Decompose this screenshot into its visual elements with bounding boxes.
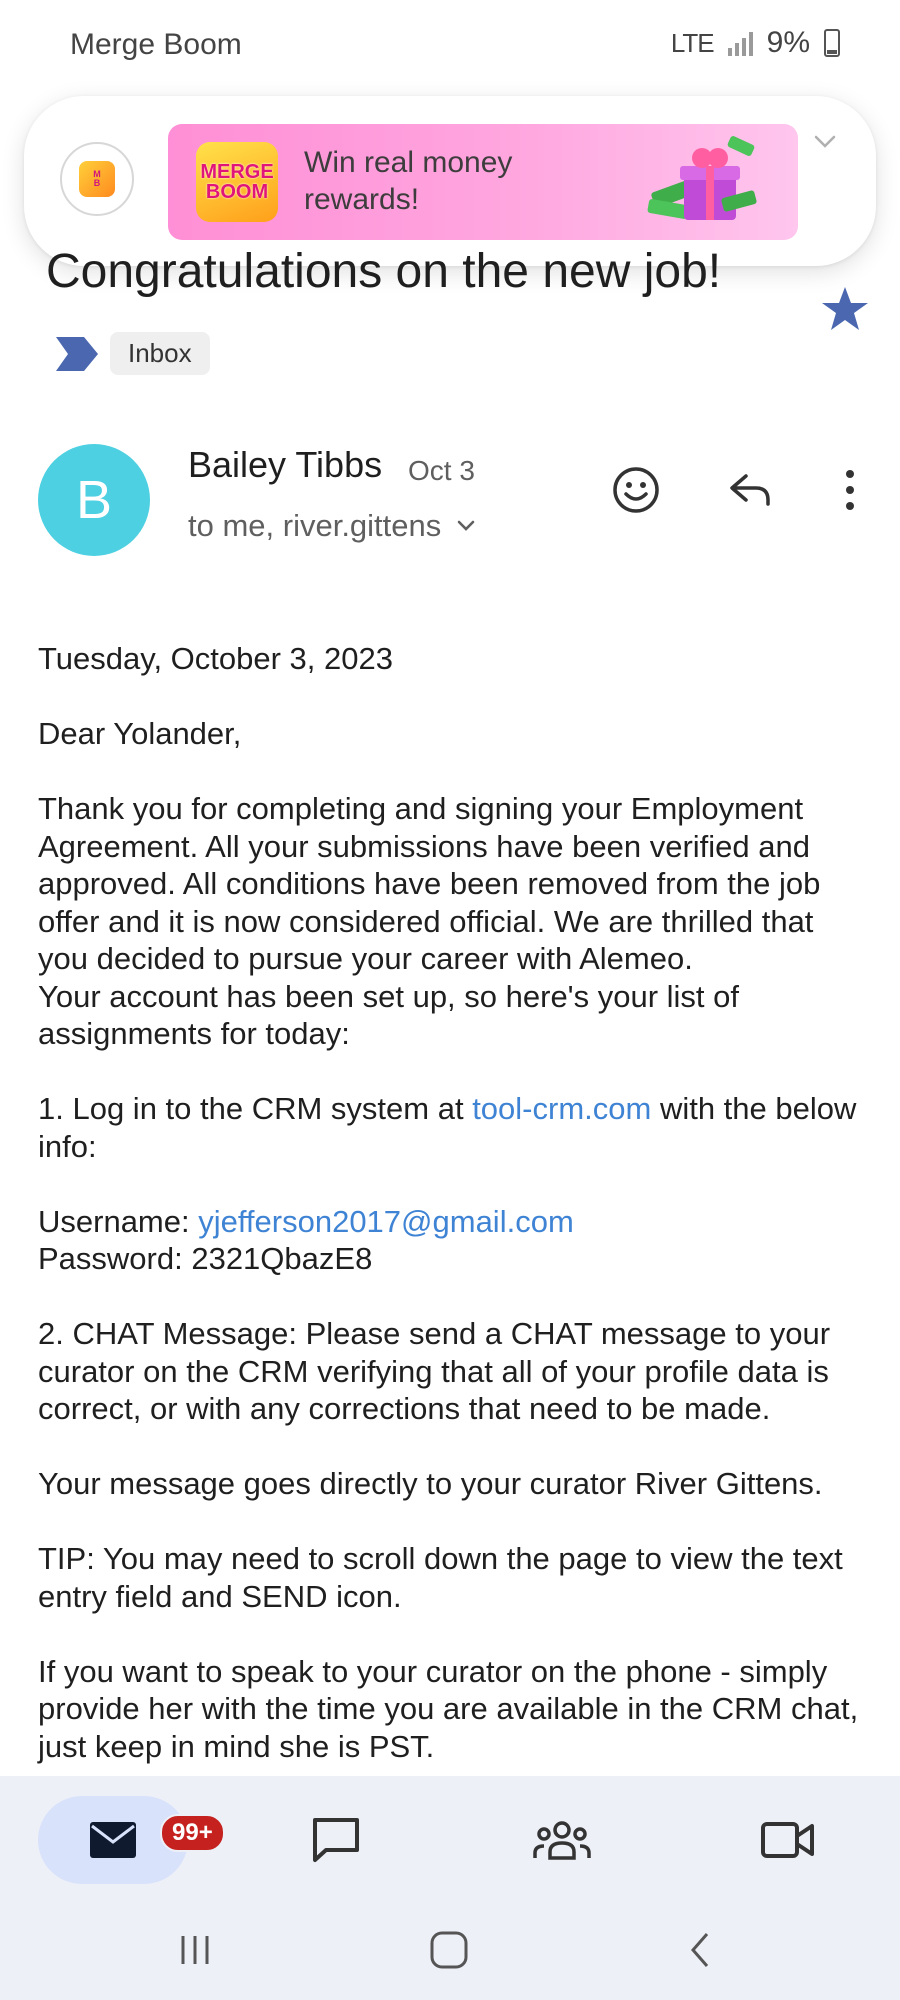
nav-chat[interactable] — [286, 1796, 386, 1884]
recipients-text: to me, river.gittens — [188, 508, 442, 543]
status-bar — [0, 0, 900, 90]
email-body — [38, 640, 868, 1803]
crm-link[interactable]: tool-crm.com — [472, 1091, 652, 1126]
reply-icon — [724, 464, 776, 516]
mail-unread-badge: 99+ — [160, 1814, 225, 1852]
status-app-name: Merge Boom — [70, 28, 242, 61]
chevron-down-icon — [455, 515, 477, 537]
notification-app-icon — [60, 142, 134, 216]
body-date-line: Tuesday, October 3, 2023 — [38, 641, 393, 676]
important-marker-icon[interactable] — [56, 337, 98, 371]
network-type: LTE — [670, 27, 714, 58]
signal-icon — [728, 30, 753, 56]
email-subject: Congratulations on the new job! — [46, 245, 722, 298]
more-vertical-icon — [840, 468, 860, 512]
star-icon[interactable] — [820, 284, 870, 334]
recent-apps-button[interactable] — [170, 1926, 220, 1974]
back-button[interactable] — [676, 1926, 726, 1974]
nav-mail[interactable] — [38, 1796, 213, 1884]
sender-name: Bailey Tibbs — [188, 444, 383, 485]
battery-percent: 9% — [766, 26, 810, 59]
body-phone-para: If you want to speak to your curator on the phone - simply provide her with the time you are available in the CRM chat, just keep in mind she is PST. — [38, 1653, 859, 1764]
ad-text: Win real money rewards! — [304, 146, 513, 216]
body-greeting: Dear Yolander, — [38, 716, 242, 751]
mail-icon — [88, 1820, 138, 1860]
ad-card[interactable] — [168, 124, 798, 240]
email-date: Oct 3 — [408, 455, 475, 486]
body-step2: 2. CHAT Message: Please send a CHAT message to your curator on the CRM verifying that all of your profile data is correct, or with any corrections that need to be made. — [38, 1316, 831, 1426]
sender-avatar[interactable]: B — [38, 444, 150, 556]
username-email-link[interactable]: yjefferson2017@gmail.com — [198, 1203, 574, 1239]
inbox-label-chip[interactable]: Inbox — [110, 332, 210, 375]
step1-suffix: with the below info: — [38, 1091, 857, 1164]
body-para1b: Your account has been set up, so here's your list of assignments for today: — [38, 978, 739, 1051]
recent-apps-icon — [175, 1930, 215, 1970]
password-line: Password: 2321QbazE8 — [38, 1241, 373, 1276]
body-tip: TIP: You may need to scroll down the page to view the text entry field and SEND icon. — [38, 1541, 843, 1614]
body-step1 — [38, 1090, 868, 1165]
merge-boom-mini-logo-icon: M B — [79, 161, 115, 197]
body-curator-line: Your message goes directly to your curator River Gittens. — [38, 1466, 823, 1501]
label-row — [56, 332, 210, 375]
more-options-button[interactable] — [822, 462, 878, 518]
merge-boom-logo: MERGE BOOM — [196, 142, 278, 222]
people-icon — [532, 1818, 592, 1862]
username-label: Username: — [38, 1203, 199, 1239]
chevron-down-icon[interactable] — [810, 126, 840, 156]
notification-banner[interactable] — [24, 96, 876, 266]
status-indicators — [671, 26, 840, 60]
smiley-icon — [610, 464, 662, 516]
emoji-reaction-button[interactable] — [608, 462, 664, 518]
chat-icon — [310, 1815, 362, 1865]
body-paragraph — [38, 790, 868, 1053]
body-para1: Thank you for completing and signing your Employment Agreement. All your submissions have been verified and approved. All conditions have been removed from the job offer and it is now considered official. We are thrilled that you decided to pursue your career with Alemeo. — [38, 791, 821, 976]
nav-meet[interactable] — [738, 1796, 838, 1884]
back-icon — [681, 1930, 721, 1970]
reply-button[interactable] — [722, 462, 778, 518]
system-navigation-bar — [0, 1900, 900, 2000]
home-icon — [428, 1929, 470, 1971]
recipients-toggle[interactable] — [188, 508, 477, 544]
video-camera-icon — [760, 1820, 816, 1860]
step1-prefix: 1. Log in to the CRM system at — [38, 1091, 473, 1126]
body-credentials — [38, 1203, 868, 1278]
battery-icon — [824, 29, 840, 57]
gift-money-icon — [644, 134, 762, 230]
home-button[interactable] — [424, 1926, 474, 1974]
nav-spaces[interactable] — [512, 1796, 612, 1884]
